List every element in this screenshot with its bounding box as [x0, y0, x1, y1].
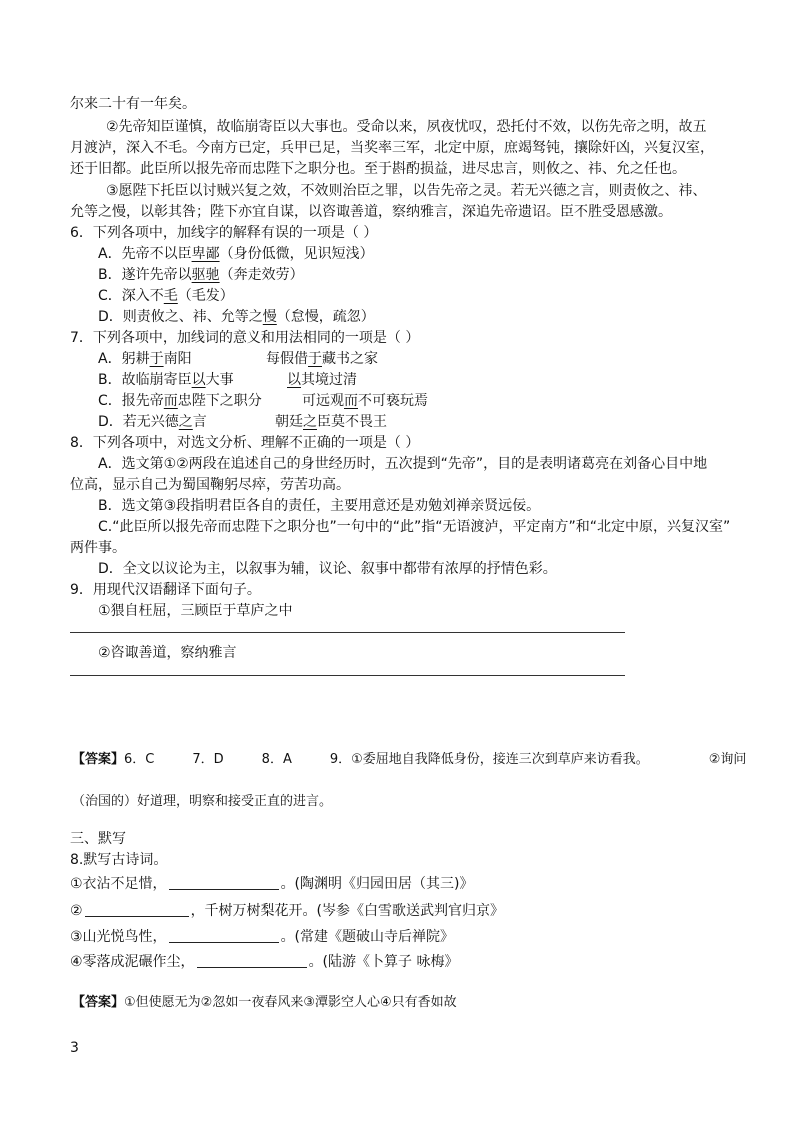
- answer-block-cont: （治国的）好道理，明察和接受正直的进言。: [72, 794, 333, 809]
- passage-line: 允等之慢，以彰其咎；陛下亦宜自谋，以咨诹善道，察纳雅言，深追先帝遗诏。臣不胜受恩感激。: [70, 204, 672, 220]
- fill-blank-2[interactable]: [85, 902, 189, 917]
- answer-line-1[interactable]: [70, 632, 625, 633]
- passage-line: 月渡泸，深入不毛。今南方已定，兵甲已足，当奖率三军，北定中原，庶竭驽钝，攘除奸凶，兴复汉室，: [70, 140, 714, 156]
- poem-line-1: ①衣沾不足惜， 。(陶渊明《归园田居（其三)》: [70, 876, 474, 892]
- option-c: C．报先帝而忠陛下之职分: [98, 393, 262, 409]
- option-c-compare: 可远观而不可亵玩焉: [302, 393, 428, 409]
- passage-line: ②先帝知臣谨慎，故临崩寄臣以大事也。受命以来，夙夜忧叹，恐托付不效，以伤先帝之明，故五: [106, 119, 707, 135]
- option-b: B．选文第③段指明君臣各自的责任，主要用意还是劝勉刘禅亲贤远佞。: [98, 498, 541, 514]
- question-stem: 9．用现代汉语翻译下面句子。: [70, 582, 261, 598]
- option-a-compare: 每假借于藏书之家: [266, 351, 378, 367]
- option-c-cont: 两件事。: [70, 540, 126, 556]
- passage-line: 尔来二十有一年矣。: [70, 96, 196, 112]
- question-stem: 6．下列各项中，加线字的解释有误的一项是（ ）: [70, 225, 378, 241]
- option-d: D．若无兴德之言: [98, 414, 207, 430]
- answer-block: 【答案】6．C 7．D 8．A 9．①委屈地自我降低身份，接连三次到草庐来访看我。 ②询问: [72, 752, 747, 767]
- poem-line-2: ② ，千树万树梨花开。(岑参《白雪歌送武判官归京》: [70, 903, 505, 919]
- option-a: A．躬耕于南阳: [98, 351, 192, 367]
- passage-line: 还于旧都。此臣所以报先帝而忠陛下之职分也。至于斟酌损益，进尽忠言，则攸之、祎、允之任也。: [70, 161, 686, 177]
- page-number: 3: [70, 1040, 79, 1056]
- translate-sentence-1: ①猥自枉屈，三顾臣于草庐之中: [98, 603, 293, 619]
- question-stem: 8．下列各项中，对选文分析、理解不正确的一项是（ ）: [70, 435, 420, 451]
- option-d: D．则责攸之、祎、允等之慢（怠慢，疏忽）: [98, 309, 375, 325]
- option-c: C．深入不毛（毛发）: [98, 288, 234, 304]
- question-stem: 8.默写古诗词。: [70, 852, 168, 868]
- option-b: B．遂许先帝以驱驰（奔走效劳）: [98, 267, 304, 283]
- poem-line-3: ③山光悦鸟性， 。(常建《题破山寺后禅院》: [70, 929, 455, 945]
- answer-block: 【答案】①但使愿无为②忽如一夜春风来③潭影空人心④只有香如故: [72, 995, 457, 1010]
- option-a: A．先帝不以臣卑鄙（身份低微，见识短浅）: [98, 246, 374, 262]
- option-a-cont: 位高，显示自己为蜀国鞠躬尽瘁，劳苦功高。: [70, 477, 350, 493]
- answer-line-2[interactable]: [70, 675, 625, 676]
- question-stem: 7．下列各项中，加线词的意义和用法相同的一项是（ ）: [70, 330, 420, 346]
- section-heading: 三、默写: [70, 831, 126, 847]
- poem-line-4: ④零落成泥碾作尘， 。(陆游《卜算子 咏梅》: [70, 954, 459, 970]
- translate-sentence-2: ②咨诹善道，察纳雅言: [98, 645, 237, 661]
- option-b-compare: 以其境过清: [287, 372, 357, 388]
- passage-line: ③愿陛下托臣以讨贼兴复之效，不效则治臣之罪，以告先帝之灵。若无兴德之言，则责攸之、祎、: [106, 183, 707, 199]
- option-d: D．全文以议论为主，以叙事为辅，议论、叙事中都带有浓厚的抒情色彩。: [98, 561, 557, 577]
- option-a: A．选文第①②两段在追述自己的身世经历时，五次提到“先帝”，目的是表明诸葛亮在刘备心目中地: [98, 456, 708, 472]
- fill-blank-1[interactable]: [169, 875, 279, 890]
- option-b: B．故临崩寄臣以大事: [98, 372, 234, 388]
- option-c: C.“此臣所以报先帝而忠陛下之职分也”一句中的“此”指“无语渡泸，平定南方”和“北定中原，兴复汉室”: [98, 519, 731, 535]
- option-d-compare: 朝廷之臣莫不畏王: [275, 414, 387, 430]
- fill-blank-4[interactable]: [197, 953, 307, 968]
- fill-blank-3[interactable]: [169, 928, 279, 943]
